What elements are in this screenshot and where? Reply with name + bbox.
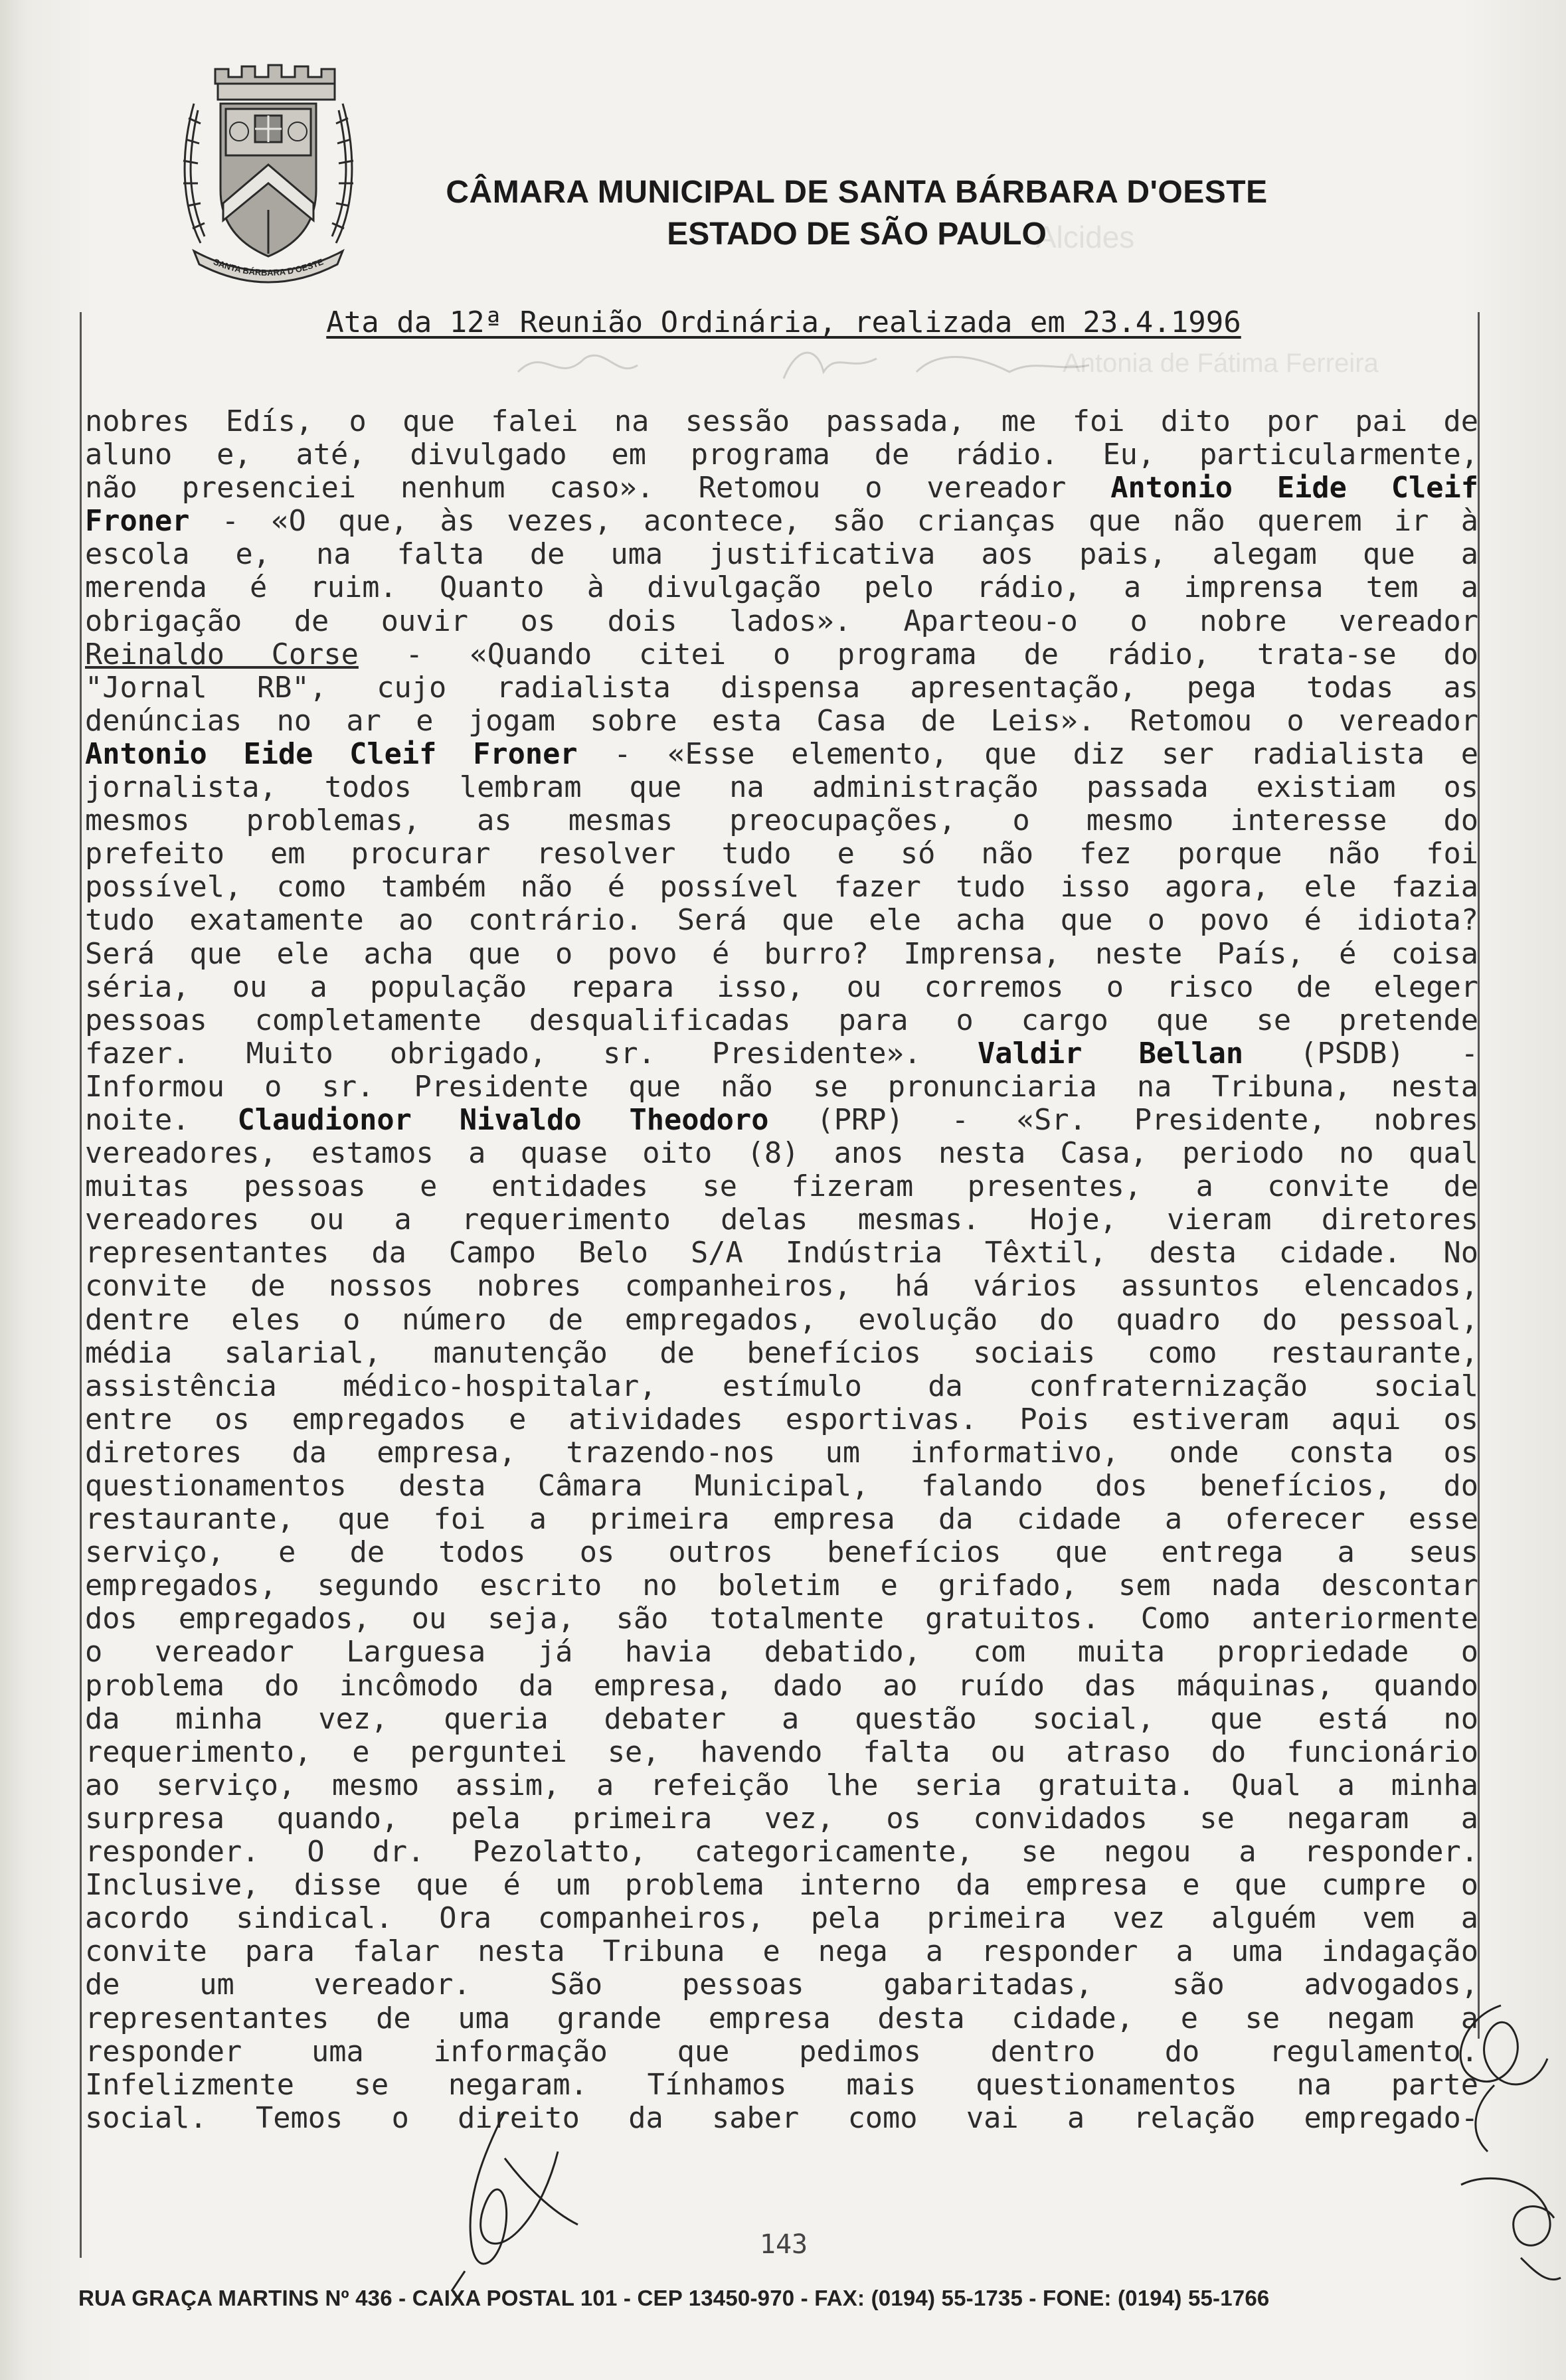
text-line bbox=[85, 438, 1478, 471]
text-line bbox=[85, 1503, 1478, 1536]
text-run: acordo sindical. Ora companheiros, pela primeira vez alguém vem a bbox=[85, 1902, 1478, 1936]
text-run: denúncias no ar e jogam sobre esta Casa de Leis». Retomou o vereador bbox=[85, 704, 1478, 738]
text-run: representantes de uma grande empresa desta cidade, e se negam a bbox=[85, 2001, 1478, 2035]
text-run: assistência médico-hospitalar, estímulo da confraternização social bbox=[85, 1369, 1478, 1403]
text-line bbox=[85, 1137, 1478, 1170]
text-line bbox=[85, 1869, 1478, 1902]
text-line bbox=[85, 705, 1478, 738]
text-run: serviço, e de todos os outros benefícios que entrega a seus bbox=[85, 1536, 1478, 1570]
text-run: (PRP) - «Sr. Presidente, nobres bbox=[768, 1103, 1478, 1137]
text-run: restaurante, que foi a primeira empresa da cidade a oferecer esse bbox=[85, 1503, 1478, 1537]
text-line bbox=[85, 1935, 1478, 1968]
text-line bbox=[85, 1602, 1478, 1636]
text-run: noite. bbox=[85, 1103, 238, 1137]
text-line bbox=[85, 2002, 1478, 2035]
text-run: - «Quando citei o programa de rádio, trata-se do bbox=[358, 638, 1478, 671]
text-line bbox=[85, 837, 1478, 871]
text-run: problema do incômodo da empresa, dado ao ruído das máquinas, quando bbox=[85, 1669, 1478, 1703]
text-line bbox=[85, 1270, 1478, 1303]
text-line bbox=[85, 1004, 1478, 1037]
text-run: séria, ou a população repara isso, ou corremos o risco de eleger bbox=[85, 970, 1478, 1004]
text-line bbox=[85, 1902, 1478, 1935]
underlined-name: Reinaldo Corse bbox=[85, 638, 359, 671]
text-run: Será que ele acha que o povo é burro? Imprensa, neste País, é coisa bbox=[85, 937, 1478, 971]
text-run: possível, como também não é possível fazer tudo isso agora, ele fazia bbox=[85, 871, 1478, 904]
text-run: merenda é ruim. Quanto à divulgação pelo rádio, a imprensa tem a bbox=[85, 571, 1478, 605]
text-line bbox=[85, 1569, 1478, 1602]
text-line bbox=[85, 1170, 1478, 1203]
text-run: prefeito em procurar resolver tudo e só não fez porque não foi bbox=[85, 837, 1478, 871]
text-run: Informou o sr. Presidente que não se pronunciaria na Tribuna, nesta bbox=[85, 1070, 1478, 1104]
text-line bbox=[85, 1304, 1478, 1337]
text-line bbox=[85, 1802, 1478, 1835]
text-line bbox=[85, 2035, 1478, 2069]
text-run: tudo exatamente ao contrário. Será que ele acha que o povo é idiota? bbox=[85, 904, 1478, 938]
text-run: (PSDB) - bbox=[1243, 1037, 1478, 1070]
text-run: fazer. Muito obrigado, sr. Presidente». bbox=[85, 1037, 978, 1070]
text-line bbox=[85, 938, 1478, 971]
text-line bbox=[85, 1769, 1478, 1802]
text-line bbox=[85, 1236, 1478, 1270]
text-line bbox=[85, 1536, 1478, 1569]
text-line bbox=[85, 871, 1478, 904]
text-line bbox=[85, 638, 1478, 671]
bleed-through-text-2: Antonia de Fátima Ferreira bbox=[1063, 349, 1379, 378]
text-run: muitas pessoas e entidades se fizeram presentes, a convite de bbox=[85, 1170, 1478, 1204]
text-run: não presenciei nenhum caso». Retomou o vereador bbox=[85, 471, 1111, 505]
text-line bbox=[85, 1669, 1478, 1703]
text-run: surpresa quando, pela primeira vez, os convidados se negaram a bbox=[85, 1802, 1478, 1835]
speaker-name: Froner bbox=[85, 505, 190, 539]
letterhead-footer: RUA GRAÇA MARTINS Nº 436 - CAIXA POSTAL 101 - CEP 13450-970 - FAX: (0194) 55-1735 - FONE: (0194) 55-1766 bbox=[78, 2286, 1270, 2310]
text-run: representantes da Campo Belo S/A Indústria Têxtil, desta cidade. No bbox=[85, 1236, 1478, 1270]
text-line bbox=[85, 1703, 1478, 1736]
text-run: questionamentos desta Câmara Municipal, falando dos benefícios, do bbox=[85, 1470, 1478, 1503]
text-run: social. Temos o direito da saber como vai a relação empregado- bbox=[85, 2101, 1478, 2135]
text-run: jornalista, todos lembram que na administração passada existiam os bbox=[85, 771, 1478, 805]
text-run: - «O que, às vezes, acontece, são crianças que não querem ir à bbox=[189, 505, 1478, 539]
text-run: convite de nossos nobres companheiros, há vários assuntos elencados, bbox=[85, 1270, 1478, 1304]
text-line bbox=[85, 1835, 1478, 1869]
text-run: "Jornal RB", cujo radialista dispensa apresentação, pega todas as bbox=[85, 671, 1478, 705]
letterhead bbox=[425, 174, 1288, 252]
text-line bbox=[85, 671, 1478, 705]
text-line bbox=[85, 538, 1478, 571]
text-run: dentre eles o número de empregados, evolução do quadro do pessoal, bbox=[85, 1303, 1478, 1337]
text-line bbox=[85, 1370, 1478, 1403]
text-run: o vereador Larguesa já havia debatido, com muita propriedade o bbox=[85, 1636, 1478, 1669]
text-line bbox=[85, 971, 1478, 1004]
text-run: mesmos problemas, as mesmas preocupações, o mesmo interesse do bbox=[85, 804, 1478, 838]
text-line bbox=[85, 1037, 1478, 1070]
text-run: pessoas completamente desqualificadas para o cargo que se pretende bbox=[85, 1003, 1478, 1037]
document-title: Ata da 12ª Reunião Ordinária, realizada em 23.4.1996 bbox=[326, 305, 1241, 339]
text-run: - «Esse elemento, que diz ser radialista e bbox=[577, 737, 1478, 771]
text-run: média salarial, manutenção de benefícios sociais como restaurante, bbox=[85, 1336, 1478, 1370]
state-name: ESTADO DE SÃO PAULO bbox=[667, 216, 1047, 252]
text-run: Inclusive, disse que é um problema interno da empresa e que cumpre o bbox=[85, 1869, 1478, 1903]
text-run: aluno e, até, divulgado em programa de rádio. Eu, particularmente, bbox=[85, 438, 1478, 472]
speaker-name: Valdir Bellan bbox=[978, 1037, 1244, 1070]
text-line bbox=[85, 1636, 1478, 1669]
minutes-body-text bbox=[85, 405, 1478, 2135]
text-run: escola e, na falta de uma justificativa aos pais, alegam que a bbox=[85, 538, 1478, 572]
text-run: responder. O dr. Pezolatto, categoricamente, se negou a responder. bbox=[85, 1835, 1478, 1869]
text-line bbox=[85, 471, 1478, 505]
page-number: 143 bbox=[759, 2229, 808, 2260]
text-line bbox=[85, 1337, 1478, 1370]
speaker-name: Claudionor Nivaldo Theodoro bbox=[237, 1103, 769, 1137]
text-line bbox=[85, 738, 1478, 771]
text-run: da minha vez, queria debater a questão social, que está no bbox=[85, 1702, 1478, 1736]
bleed-through-text-1: Alcides bbox=[1036, 220, 1135, 254]
text-line bbox=[85, 2102, 1478, 2135]
text-line bbox=[85, 605, 1478, 638]
text-run: ao serviço, mesmo assim, a refeição lhe seria gratuita. Qual a minha bbox=[85, 1768, 1478, 1802]
text-run: empregados, segundo escrito no boletim e grifado, sem nada descontar bbox=[85, 1569, 1478, 1603]
text-line bbox=[85, 1403, 1478, 1436]
left-margin-rule bbox=[80, 312, 82, 2258]
text-run: diretores da empresa, trazendo-nos um informativo, onde consta os bbox=[85, 1436, 1478, 1470]
text-line bbox=[85, 1104, 1478, 1137]
text-line bbox=[85, 1470, 1478, 1503]
text-line bbox=[85, 405, 1478, 438]
text-line bbox=[85, 1070, 1478, 1104]
text-line bbox=[85, 1736, 1478, 1769]
crest-ribbon-text: SANTA BÁRBARA D'OESTE bbox=[212, 256, 325, 278]
text-run: Infelizmente se negaram. Tínhamos mais questionamentos na parte bbox=[85, 2068, 1478, 2102]
text-run: vereadores, estamos a quase oito (8) anos nesta Casa, periodo no qual bbox=[85, 1137, 1478, 1171]
text-line bbox=[85, 1203, 1478, 1236]
text-run: de um vereador. São pessoas gabaritadas, são advogados, bbox=[85, 1968, 1478, 2002]
text-run: responder uma informação que pedimos dentro do regulamento. bbox=[85, 2035, 1478, 2069]
text-line bbox=[85, 771, 1478, 804]
text-line bbox=[85, 1968, 1478, 2001]
text-run: convite para falar nesta Tribuna e nega a responder a uma indagação bbox=[85, 1935, 1478, 1969]
text-run: dos empregados, ou seja, são totalmente gratuitos. Como anteriormente bbox=[85, 1602, 1478, 1636]
text-line bbox=[85, 505, 1478, 538]
text-run: nobres Edís, o que falei na sessão passada, me foi dito por pai de bbox=[85, 405, 1478, 438]
text-line bbox=[85, 2069, 1478, 2102]
text-line bbox=[85, 1436, 1478, 1470]
text-run: vereadores ou a requerimento delas mesmas. Hoje, vieram diretores bbox=[85, 1203, 1478, 1237]
text-line bbox=[85, 804, 1478, 837]
speaker-name: Antonio Eide Cleif Froner bbox=[85, 737, 578, 771]
text-run: obrigação de ouvir os dois lados». Aparteou-o o nobre vereador bbox=[85, 604, 1478, 638]
text-run: entre os empregados e atividades esportivas. Pois estiveram aqui os bbox=[85, 1402, 1478, 1436]
text-line bbox=[85, 904, 1478, 937]
institution-name: CÂMARA MUNICIPAL DE SANTA BÁRBARA D'OESTE bbox=[446, 175, 1268, 210]
speaker-name: Antonio Eide Cleif bbox=[1110, 471, 1478, 505]
text-run: requerimento, e perguntei se, havendo falta ou atraso do funcionário bbox=[85, 1735, 1478, 1769]
municipal-crest-icon bbox=[154, 57, 383, 296]
text-line bbox=[85, 571, 1478, 604]
